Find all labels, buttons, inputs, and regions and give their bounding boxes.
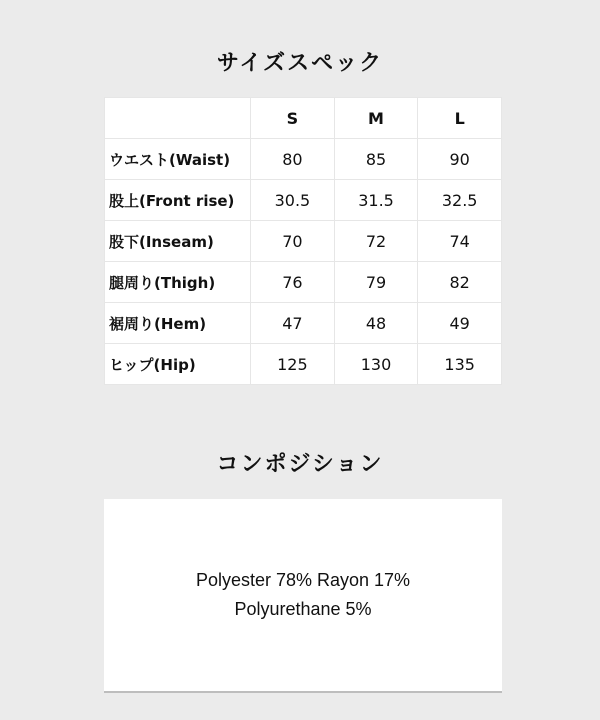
- size-spec-table: [104, 97, 502, 385]
- cell-value: 125: [251, 344, 335, 385]
- header-size-l: L: [418, 98, 502, 139]
- cell-value: 48: [334, 303, 418, 344]
- composition-line: Polyurethane 5%: [234, 599, 372, 619]
- cell-value: 80: [251, 139, 335, 180]
- row-label-thigh: 腿周り(Thigh): [105, 262, 251, 303]
- table-row: [105, 262, 502, 303]
- row-label-front-rise: 股上(Front rise): [105, 180, 251, 221]
- cell-value: 72: [334, 221, 418, 262]
- cell-value: 135: [418, 344, 502, 385]
- table-row: [105, 180, 502, 221]
- composition-line: Polyester 78% Rayon 17%: [195, 570, 411, 590]
- cell-value: 30.5: [251, 180, 335, 221]
- row-label-hem: 裾周り(Hem): [105, 303, 251, 344]
- cell-value: 47: [251, 303, 335, 344]
- cell-value: 79: [334, 262, 418, 303]
- cell-value: 74: [418, 221, 502, 262]
- size-spec-title: サイズスペック: [216, 51, 384, 76]
- cell-value: 31.5: [334, 180, 418, 221]
- table-row: [105, 303, 502, 344]
- cell-value: 85: [334, 139, 418, 180]
- table-row: [105, 139, 502, 180]
- header-corner-cell: [105, 98, 251, 139]
- row-label-hip: ヒップ(Hip): [105, 344, 251, 385]
- table-row: [105, 344, 502, 385]
- cell-value: 49: [418, 303, 502, 344]
- cell-value: 70: [251, 221, 335, 262]
- cell-value: 90: [418, 139, 502, 180]
- cell-value: 82: [418, 262, 502, 303]
- cell-value: 130: [334, 344, 418, 385]
- row-label-waist: ウエスト(Waist): [105, 139, 251, 180]
- table-row: [105, 221, 502, 262]
- composition-title: コンポジション: [216, 452, 384, 477]
- row-label-inseam: 股下(Inseam): [105, 221, 251, 262]
- table-header-row: [105, 98, 502, 139]
- cell-value: 32.5: [418, 180, 502, 221]
- composition-box: [104, 499, 502, 693]
- cell-value: 76: [251, 262, 335, 303]
- header-size-s: S: [251, 98, 335, 139]
- header-size-m: M: [334, 98, 418, 139]
